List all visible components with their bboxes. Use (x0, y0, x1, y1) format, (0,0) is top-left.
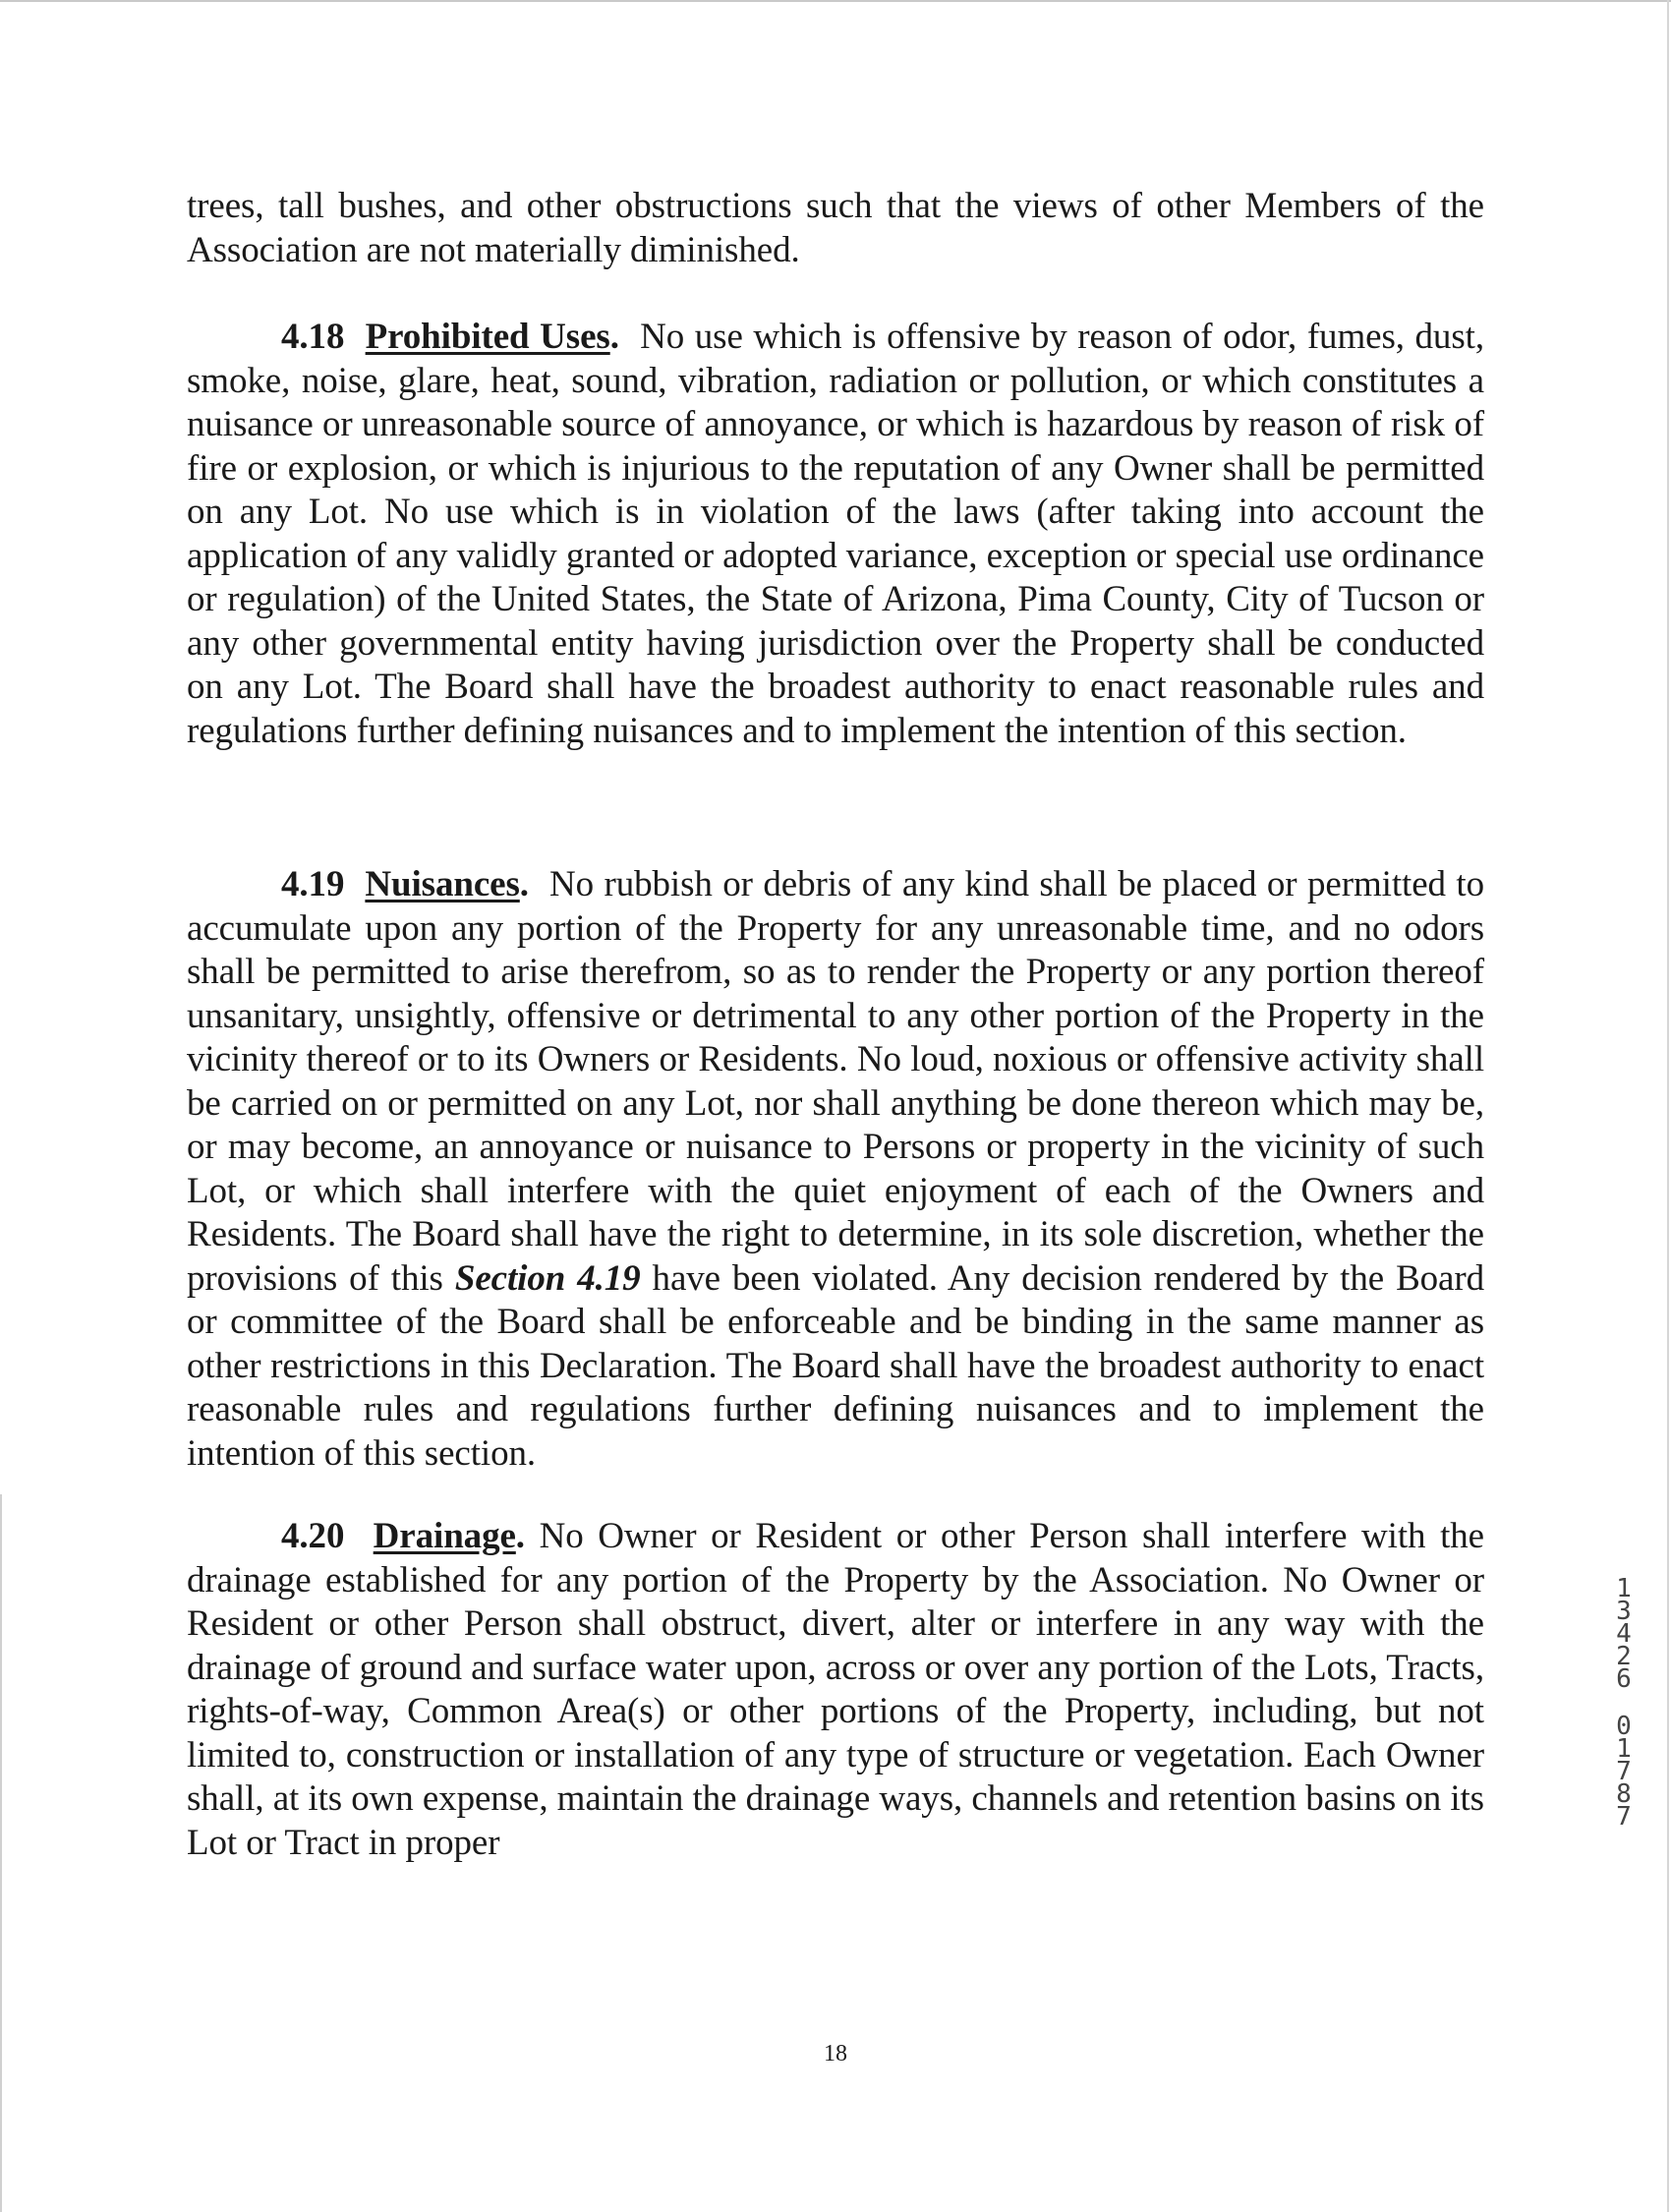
section-body: No use which is offensive by reason of odor, fumes, dust, smoke, noise, glare, heat, sound, vibration, radiation or pollution, or which constitutes a nuisance or unreasonable source of annoyance, or which is hazardous by reason of risk of fire or explosion, or which is injurious to the reputation of any Owner shall be permitted on any Lot. No use which is in violation of the laws (after taking into account the application of any validly granted or adopted variance, exception or special use ordinance or regulation) of the United States, the State of Arizona, Pima County, City of Tucson or any other governmental entity having jurisdiction over the Property shall be conducted on any Lot. The Board shall have the broadest authority to enact reasonable rules and regulations further defining nuisances and to implement the intention of this section. (187, 317, 1484, 751)
continuation-paragraph: trees, tall bushes, and other obstructions such that the views of other Members of the Association are not materially diminished. (187, 186, 1484, 270)
section-4-20: 4.20 Drainage. No Owner or Resident or other Person shall interfere with the drainage established for any portion of the Property by the Association. No Owner or Resident or other Person shall obstruct, divert, alter or interfere in any way with the drainage of ground and surface water upon, across or over any portion of the Lots, Tracts, rights-of-way, Common Area(s) or other portions of the Property, including, but not limited to, construction or installation of any type of structure or vegetation. Each Owner shall, at its own expense, maintain the drainage ways, channels and retention basins on its Lot or Tract in proper (187, 1516, 1484, 1863)
section-4-18: 4.18 Prohibited Uses. No use which is offensive by reason of odor, fumes, dust, smoke, noise, glare, heat, sound, vibration, radiation or pollution, or which constitutes a nuisance or unreasonable source of annoyance, or which is hazardous by reason of risk of fire or explosion, or which is injurious to the reputation of any Owner shall be permitted on any Lot. No use which is in violation of the laws (after taking into account the application of any validly granted or adopted variance, exception or special use ordinance or regulation) of the United States, the State of Arizona, Pima County, City of Tucson or any other governmental entity having jurisdiction over the Property shall be conducted on any Lot. The Board shall have the broadest authority to enact reasonable rules and regulations further defining nuisances and to implement the intention of this section. (187, 317, 1484, 751)
section-4-19: 4.19 Nuisances. No rubbish or debris of any kind shall be placed or permitted to accumulate upon any portion of the Property for any unreasonable time, and no odors shall be permitted to arise therefrom, so as to render the Property or any portion thereof unsanitary, unsightly, offensive or detrimental to any other portion of the Property in the vicinity thereof or to its Owners or Residents. No loud, noxious or offensive activity shall be carried on or permitted on any Lot, nor shall anything be done thereon which may be, or may become, an annoyance or nuisance to Persons or property in the vicinity of such Lot, or which shall interfere with the quiet enjoyment of each of the Owners and Residents. The Board shall have the right to determine, in its sole discretion, whether the provisions of this Section 4.19 have been violated. Any decision rendered by the Board or committee of the Board shall be enforceable and be binding in the same manner as other restrictions in this Declaration. The Board shall have the broadest authority to enact reasonable rules and regulations further defining nuisances and to implement the intention of this section. (187, 864, 1484, 1474)
section-title: Drainage (373, 1516, 516, 1556)
section-title: Nuisances (365, 864, 520, 904)
stamp-digit: 4 (1616, 1619, 1632, 1649)
stamp-digit: 7 (1616, 1802, 1632, 1832)
stamp-digit: 2 (1616, 1642, 1632, 1671)
stamp-digit: 0 (1616, 1712, 1632, 1741)
section-number: 4.19 (281, 864, 345, 904)
section-number: 4.20 (281, 1516, 345, 1556)
section-body-continued: have been violated. Any decision rendered by the Board or committee of the Board shall be enforceable and be binding in the same manner as other restrictions in this Declaration. The Board shall have the broadest authority to enact reasonable rules and regulations further defining nuisances and to implement the intention of this section. (187, 1257, 1484, 1474)
stamp-digit: 6 (1616, 1664, 1632, 1694)
left-scan-edge (0, 1494, 2, 2212)
right-scan-edge (1667, 0, 1669, 2212)
recording-stamp (1612, 1574, 1636, 1832)
section-title: Prohibited Uses (365, 317, 610, 357)
top-scan-edge (0, 0, 1671, 2)
stamp-digit: 7 (1616, 1757, 1632, 1786)
section-body: No Owner or Resident or other Person shall interfere with the drainage established for any portion of the Property by the Association. No Owner or Resident or other Person shall obstruct, divert, alter or interfere in any way with the drainage of ground and surface water upon, across or over any portion of the Lots, Tracts, rights-of-way, Common Area(s) or other portions of the Property, including, but not limited to, construction or installation of any type of structure or vegetation. Each Owner shall, at its own expense, maintain the drainage ways, channels and retention basins on its Lot or Tract in proper (187, 1516, 1484, 1863)
stamp-digit: 8 (1616, 1779, 1632, 1809)
section-number: 4.18 (281, 317, 345, 357)
stamp-line-1 (1612, 1574, 1636, 1694)
section-body: No rubbish or debris of any kind shall be placed or permitted to accumulate upon any portion of the Property for any unreasonable time, and no odors shall be permitted to arise therefrom, so as to render the Property or any portion thereof unsanitary, unsightly, offensive or detrimental to any other portion of the Property in the vicinity thereof or to its Owners or Residents. No loud, noxious or offensive activity shall be carried on or permitted on any Lot, nor shall anything be done thereon which may be, or may become, an annoyance or nuisance to Persons or property in the vicinity of such Lot, or which shall interfere with the quiet enjoyment of each of the Owners and Residents. The Board shall have the right to determine, in its sole discretion, whether the provisions of this (187, 864, 1484, 1299)
stamp-digit: 1 (1616, 1734, 1632, 1764)
stamp-digit: 3 (1616, 1597, 1632, 1626)
document-page (187, 185, 1484, 1865)
stamp-digit: 1 (1616, 1574, 1632, 1603)
page-number: 18 (824, 2041, 847, 2066)
section-reference: Section 4.19 (454, 1257, 641, 1299)
stamp-line-2 (1612, 1712, 1636, 1832)
